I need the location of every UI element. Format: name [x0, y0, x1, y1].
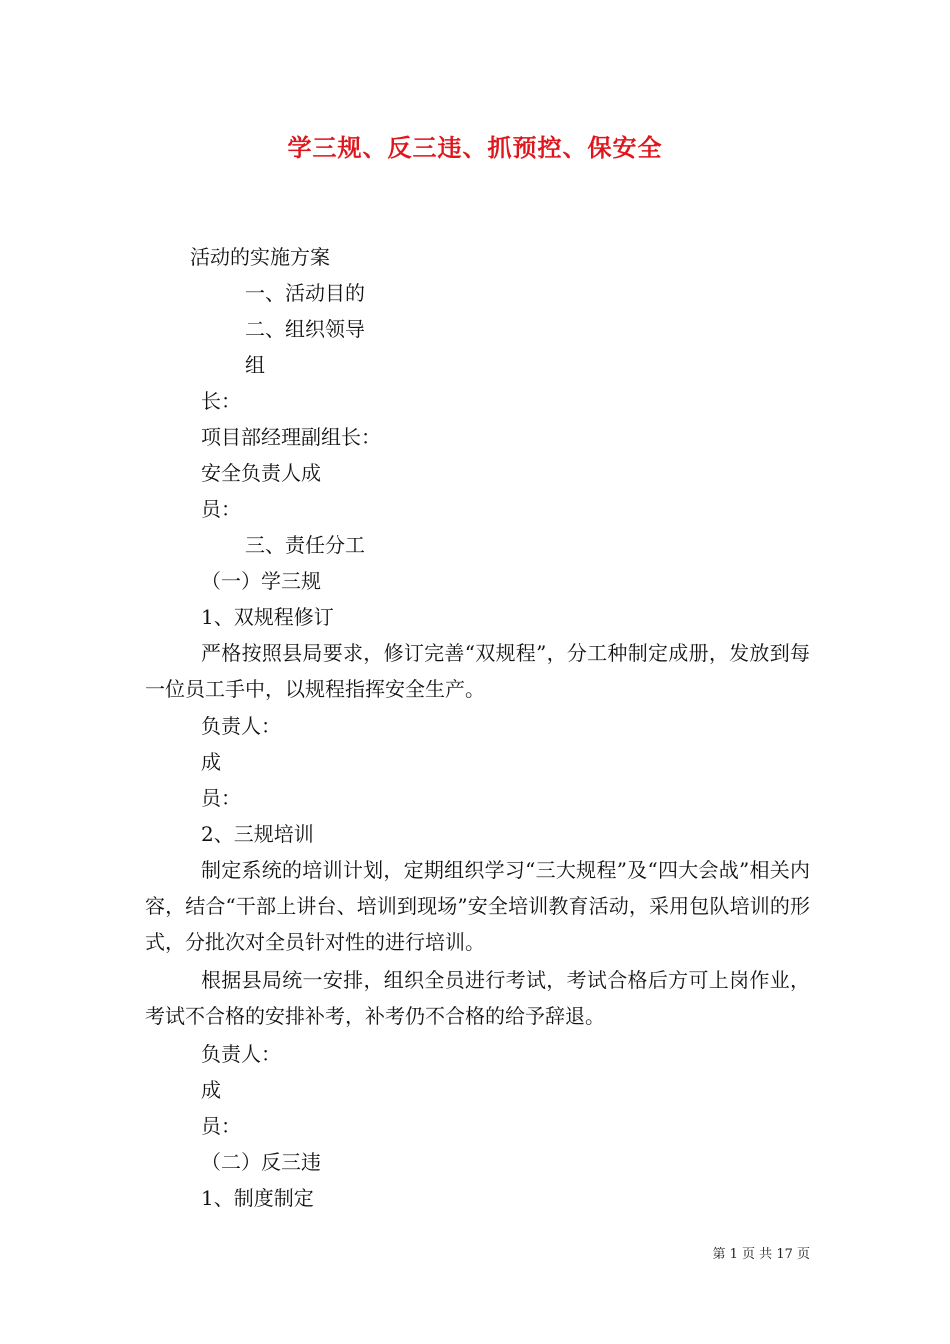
- section-heading-leadership: 二、组织领导: [245, 317, 365, 341]
- text-line: 组: [245, 353, 265, 377]
- text-line: 成: [201, 1078, 221, 1102]
- text-line: 负责人：: [201, 714, 281, 738]
- text-line: 项目部经理副组长：: [201, 425, 381, 449]
- subsection-heading: （二）反三违: [201, 1150, 321, 1174]
- text-line: 安全负责人成: [201, 461, 321, 485]
- paragraph: 制定系统的培训计划，定期组织学习“三大规程”及“四大会战”相关内容，结合“干部上讲台、培训到现场”安全培训教育活动，采用包队培训的形式，分批次对全员针对性的进行培训。: [145, 858, 810, 954]
- page-number-footer: 第 1 页 共 17 页: [712, 1247, 810, 1262]
- document-title: 学三规、反三违、抓预控、保安全: [287, 133, 663, 162]
- text-line: 成: [201, 750, 221, 774]
- text-line: 负责人：: [201, 1042, 281, 1066]
- item-heading: 1、制度制定: [201, 1186, 314, 1210]
- text-line: 员：: [201, 1114, 241, 1138]
- section-heading-purpose: 一、活动目的: [245, 281, 365, 305]
- paragraph: 严格按照县局要求，修订完善“双规程”，分工种制定成册，发放到每一位员工手中，以规程指挥安全生产。: [145, 641, 810, 701]
- paragraph: 根据县局统一安排，组织全员进行考试，考试合格后方可上岗作业，考试不合格的安排补考，补考仍不合格的给予辞退。: [145, 968, 810, 1028]
- section-heading-duties: 三、责任分工: [245, 533, 365, 557]
- text-line: 员：: [201, 786, 241, 810]
- subsection-heading: （一）学三规: [201, 569, 321, 593]
- text-line: 员：: [201, 497, 241, 521]
- text-line: 长：: [201, 389, 241, 413]
- item-heading: 2、三规培训: [201, 822, 314, 846]
- plan-heading: 活动的实施方案: [190, 245, 330, 269]
- item-heading: 1、双规程修订: [201, 605, 334, 629]
